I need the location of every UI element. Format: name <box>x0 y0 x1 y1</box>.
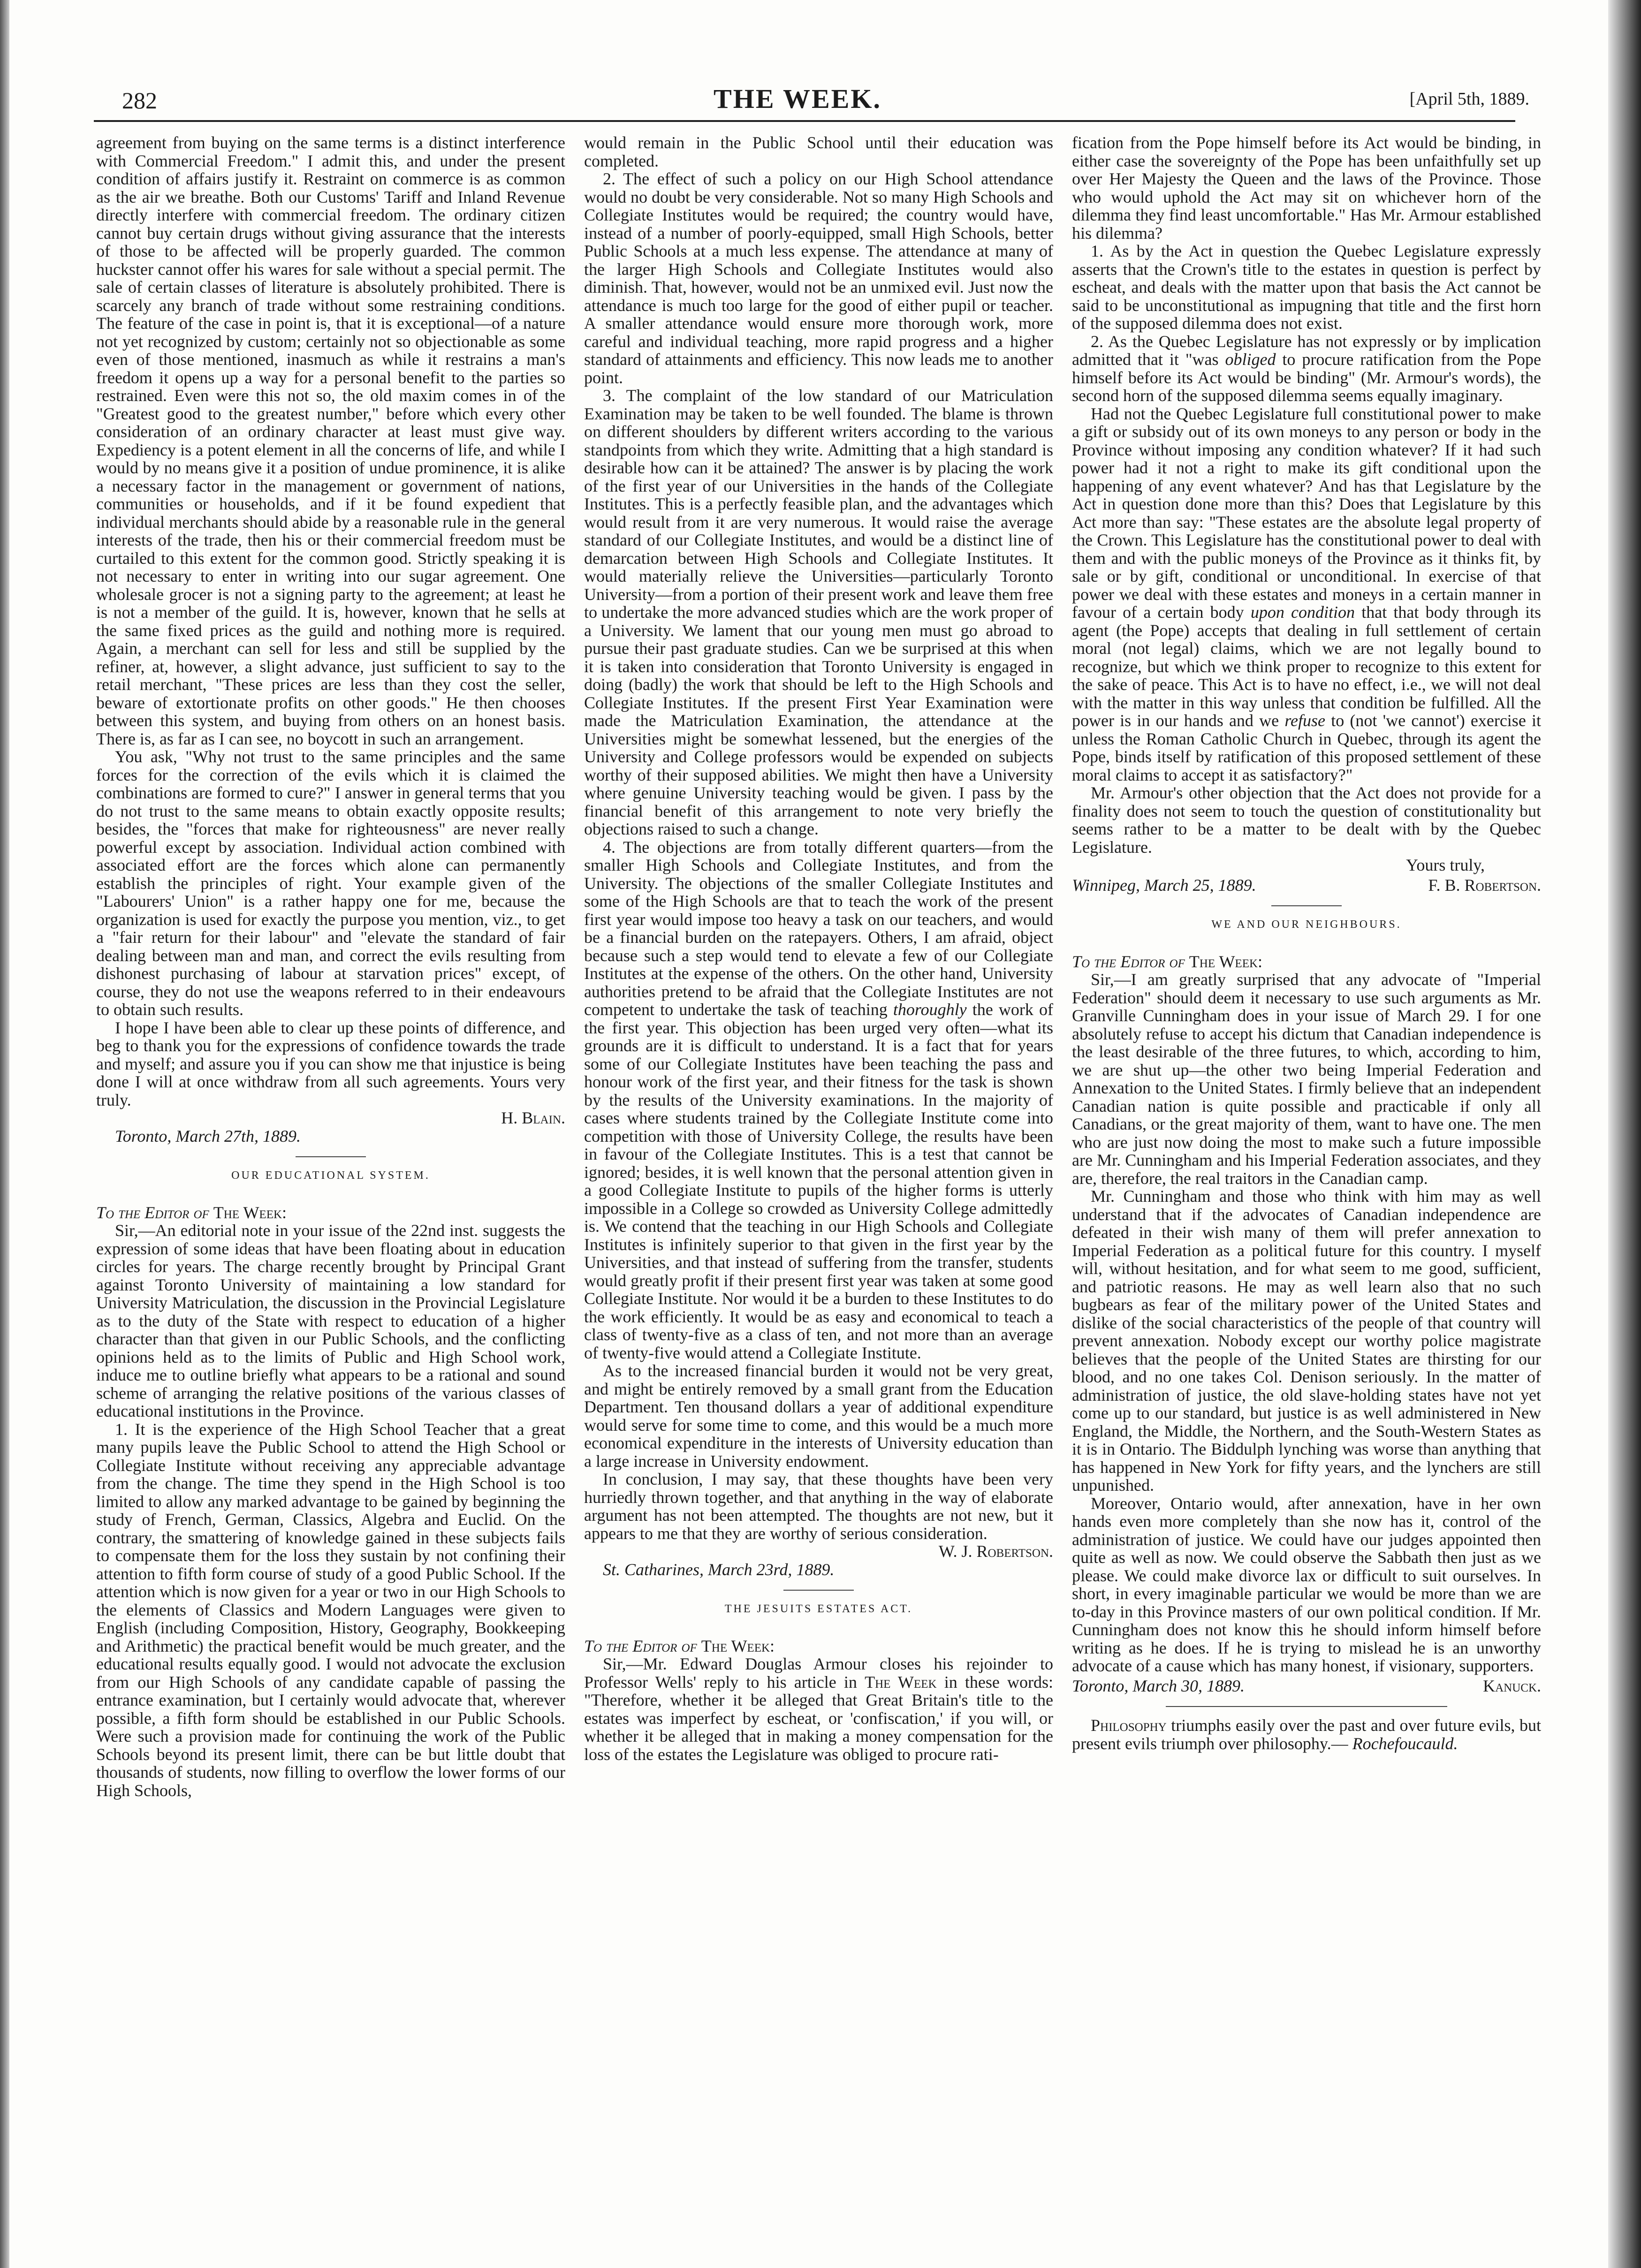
paragraph: As to the increased financial burden it would not be very great, and might be entirely removed by a small grant from the Education Department. Ten thousand dollars a year of additional expenditure would serve for some time to come, and this would be a much more economical expenditure in the interests of University education than a large increase in University endowment. <box>584 1361 1053 1471</box>
paragraph: would remain in the Public School until their education was completed. <box>584 133 1053 170</box>
section-divider <box>783 1590 854 1591</box>
section-divider <box>1166 1706 1447 1707</box>
signature: W. J. Robertson. <box>938 1542 1053 1561</box>
paragraph: Mr. Cunningham and those who think with him may as well understand that if the advocates of Canadian independence are defeated in their wish many of them will prefer annexation to Imperial Federation as a political future for this country. I myself will, without hesitation, and for what seem to me good, sufficient, and patriotic reasons. He may as well learn also that no such bugbears as fear of the military power of the United States and dislike of the social characteristics of the people of that country will prevent annexation. Nobody except our worthy police magistrate believes that the people of the United States are thirsting for our blood, and no one takes Col. Denison seriously. In the matter of administration of justice, the old slave-holding states have not yet come up to our standard, but justice is as well administered in New England, the Middle, the Northern, and the South-Western States as it is in Ontario. The Biddulph lynching was worse than anything that has happened in New York for fifty years, and the lynchers are still unpunished. <box>1072 1187 1541 1494</box>
scan-edge-right <box>1608 0 1641 2268</box>
salutation: To the Editor of The Week: <box>1072 952 1263 971</box>
column-3 <box>1072 134 1541 1752</box>
paragraph: fication from the Pope himself before its Act would be binding, in either case the sovereignty of the Pope has been unfaithfully set up over Her Majesty the Queen and the laws of the Province. Those who would uphold the Act may sit on whichever horn of the dilemma they find least uncomfortable." Has Mr. Armour established his dilemma? <box>1072 133 1541 243</box>
dateline: Toronto, March 27th, 1889. <box>115 1126 301 1145</box>
column-2 <box>584 134 1053 1763</box>
section-heading: THE JESUITS ESTATES ACT. <box>724 1603 913 1615</box>
paragraph: Sir,—I am greatly surprised that any advocate of "Imperial Federation" should deem it necessary to use such arguments as Mr. Granville Cunningham does in your issue of March 29. I for one absolutely refuse to accept his dictum that Canadian independence is the least desirable of the three futures, to which, according to him, we are shut up—the other two being Imperial Federation and Annexation to the United States. I firmly believe that an independent Canadian nation is quite possible and practicable if only all Canadians, or the great majority of them, want to have one. The men who are just now doing the most to make such a future impossible are Mr. Cunningham and his Imperial Federation associates, and they are, therefore, the real traitors in the Canadian camp. <box>1072 970 1541 1188</box>
paragraph: agreement from buying on the same terms is a distinct interference with Commercial Freedom." I admit this, and under the present condition of affairs justify it. Restraint on commerce is as common as the air we breathe. Both our Customs' Tariff and Inland Revenue directly interfere with commercial freedom. The ordinary citizen cannot buy certain drugs without giving assurance that the interests of those to be affected will be properly guarded. The common huckster cannot offer his wares for sale without a special permit. The sale of certain classes of literature is absolutely prohibited. There is scarcely any branch of trade without some restraining conditions. The feature of the case in point is, that it is exceptional—of a nature not yet recognized by custom; certainly not so objectionable as some even of those mentioned, inasmuch as while it restrains a man's freedom it opens up a way for a personal benefit to the parties so restrained. Even were this not so, the old maxim comes in of the "Greatest good to the greatest number," before which every other consideration of an ordinary character at least must give way. Expediency is a potent element in all the concerns of life, and while I would by no means give it a position of undue prominence, it is alike a necessary factor in the management or government of nations, communities or households, and if it be found expedient that individual merchants should abide by a reasonable rule in the general interests of the trade, then his or their commercial freedom must be curtailed to this extent for the common good. Strictly speaking it is not necessary to enter in writing into our sugar agreement. One wholesale grocer is not a signing party to the agreement; at least he is not a member of the guild. It is, however, known that he sells at the same fixed prices as the guild and nothing more is required. Again, a merchant can sell for less and still be supplied by the refiner, at, however, a slight advance, just sufficient to say to the retail merchant, "These prices are less than they cost the seller, beware of extortionate profits on other goods." He then chooses between this system, and buying from others on an honest basis. There is, as far as I can see, no boycott in such an arrangement. <box>96 133 565 748</box>
paragraph: 1. It is the experience of the High School Teacher that a great many pupils leave the Public School to attend the High School or Collegiate Institute without receiving any appreciable advantage from the change. The time they spend in the High School is too limited to allow any marked advantage to be gained by beginning the study of French, German, Classics, Algebra and Euclid. On the contrary, the smattering of knowledge gained in these subjects fails to compensate them for the loss they sustain by not confining their attention to fifth form course of study of a good Public School. If the attention which is now given for a year or two in our High Schools to the elements of Classics and Modern Languages were given to English (including Composition, History, Geography, Bookkeeping and Arithmetic) the practical benefit would be much greater, and the educational results equally good. I would not advocate the exclusion from our High Schools of any candidate capable of passing the entrance examination, but I certainly would advocate that, wherever possible, a fifth form should be established in our Public Schools. Were such a provision made for continuing the work of the Public Schools beyond its present limit, there can be but little doubt that thousands of students, now filling to overflow the lower forms of our High Schools, <box>96 1419 565 1800</box>
quotation: Philosophy triumphs easily over the past and over future evils, but present evils triumph over philosophy.— Rochefoucauld. <box>1072 1716 1542 1753</box>
paragraph: 4. The objections are from totally different quarters—from the smaller High Schools and Collegiate Institutes, and from the University. The objections of the smaller Collegiate Institutes and some of the High Schools are that to teach the work of the present first year would impose too heavy a task on our teachers, and would be a financial burden on the ratepayers. Others, I am afraid, object because such a step would tend to elevate a few of our Collegiate Institutes at the expense of the others. On the other hand, University authorities pretend to be afraid that the Collegiate Institutes are not competent to undertake the task of teaching thoroughly the work of the first year. This objection has been urged very often—what its grounds are it is difficult to understand. It is a fact that for years some of our Collegiate Institutes have been teaching the pass and honour work of the first year, and their fitness for the task is shown by the results of the University examinations. In the majority of cases where students trained by the Collegiate Institute come into competition with those of University College, the results have been in favour of the Collegiate Institutes. This is a test that cannot be ignored; besides, it is well known that the personal attention given in a good Collegiate Institute to pupils of the higher forms is utterly impossible in a College so crowded as University College admittedly is. We contend that the teaching in our High Schools and Collegiate Institutes is infinitely superior to that given in the first year by the Universities, and that instead of suffering from the transfer, students would greatly profit if their present first year was taken at some good Collegiate Institute. Nor would it be a burden to these Institutes to do the work efficiently. It would be as easy and economical to teach a class of twenty-five as a class of ten, and not more than an average of twenty-five would attend a Collegiate Institute. <box>584 837 1054 1362</box>
paragraph: Had not the Quebec Legislature full constitutional power to make a gift or subsidy out of its own moneys to any person or body in the Province without imposing any condition whatever? If it had such power had it not a right to make its gift conditional upon the happening of any event whatever? And has that Legislature by the Act in question done more than this? Does that Legislature by this Act more than say: "These estates are the absolute legal property of the Crown. This Legislature has the constitutional power to deal with them and with the public moneys of the Province as it thinks fit, by sale or by gift, conditional or unconditional. In exercise of that power we deal with these estates and moneys in a certain manner in favour of a certain body upon condition that that body through its agent (the Pope) accepts that dealing in full settlement of certain moral (not legal) claims, which we are not legally bound to recognize, but which we think proper to recognize to this extent for the sake of peace. This Act is to have no effect, i.e., we will not deal with the matter in this way unless that condition be fulfilled. All the power is in our hands and we refuse to (not 'we cannot') exercise it unless the Roman Catholic Church in Quebec, through its agent the Pope, binds itself by ratification of this proposed settlement of these moral claims to accept it as satisfactory?" <box>1072 404 1542 784</box>
salutation: To the Editor of The Week: <box>96 1203 287 1222</box>
header-rule <box>94 120 1515 122</box>
column-1 <box>96 134 565 1799</box>
dateline-signature: Winnipeg, March 25, 1889. F. B. Robertson. <box>1072 875 1541 895</box>
section-divider <box>296 1156 366 1157</box>
paragraph: 2. As the Quebec Legislature has not expressly or by implication admitted that it "was obliged to procure ratification from the Pope himself before its Act would be binding" (Mr. Armour's words), the second horn of the supposed dilemma seems equally imaginary. <box>1072 332 1542 405</box>
paragraph: I hope I have been able to clear up these points of difference, and beg to thank you for the expressions of confidence towards the trade and myself; and assure you if you can show me that injustice is being done I will at once withdraw from all such agreements. Yours very truly. <box>96 1018 565 1109</box>
paragraph: In conclusion, I may say, that these thoughts have been very hurriedly thrown together, and that anything in the way of elaborate argument has not been attempted. The thoughts are not new, but it appears to me that they are worthy of serious consideration. <box>584 1470 1053 1543</box>
paragraph: 3. The complaint of the low standard of our Matriculation Examination may be taken to be well founded. The blame is thrown on different shoulders by different writers according to the various standpoints from which they write. Admitting that a high standard is desirable how can it be attained? The answer is by placing the work of the first year of our Universities in the hands of the Collegiate Institutes. This is a perfectly feasible plan, and the advantages which would result from it are very numerous. It would raise the average standard of our Collegiate Institutes, and would be a distinct line of demarcation between High Schools and Collegiate Institutes. It would materially relieve the Universities—particularly Toronto University—from a portion of their present work and leave them free to undertake the more advanced studies which are the work proper of a University. We lament that our young men must go abroad to pursue their past graduate studies. Can we be surprised at this when it is taken into consideration that Toronto University is engaged in doing (badly) the work that should be left to the High Schools and Collegiate Institutes. If the present First Year Examination were made the Matriculation Examination, the attendance at the Universities might be somewhat lessened, but the energies of the University and College professors would be expended on subjects worthy of their supposed abilities. We might then have a University where genuine University teaching would be given. I pass by the financial benefit of this arrangement to note very briefly the objections raised to such a change. <box>584 386 1053 838</box>
issue-date: [April 5th, 1889. <box>1409 89 1529 109</box>
signature: H. Blain. <box>501 1108 565 1127</box>
paragraph: Sir,—Mr. Edward Douglas Armour closes his rejoinder to Professor Wells' reply to his article in The Week in these words: "Therefore, whether it be alleged that Great Britain's title to the estates was imperfect by escheat, or 'confiscation,' if you will, or whether it be alleged that in making a money compensation for the loss of the estates the Legislature was obliged to procure rati- <box>584 1654 1054 1764</box>
closing: Yours truly, <box>1405 856 1485 874</box>
section-heading: WE AND OUR NEIGHBOURS. <box>1211 918 1402 931</box>
paragraph: You ask, "Why not trust to the same principles and the same forces for the correction of the evils which it is claimed the combinations are formed to cure?" I answer in general terms that you do not trust to the same means to obtain exactly opposite results; besides, the "forces that make for righteousness" are never really powerful except by association. Individual action combined with associated effort are the forces which alone can permanently establish the principles of right. Your example given of the "Labourers' Union" is a rather happy one for me, because the organization is used for exactly the purpose you mention, viz., to get a "fair return for their labour" and "elevate the standard of fair dealing between man and man, and correct the evils resulting from dishonest purchasing of labour at starvation prices" except, of course, they do not use the weapons referred to in their endeavours to obtain such results. <box>96 747 565 1019</box>
dateline-signature: Toronto, March 30, 1889. Kanuck. <box>1072 1676 1541 1695</box>
masthead-title: THE WEEK. <box>714 83 881 114</box>
section-heading: OUR EDUCATIONAL SYSTEM. <box>231 1169 430 1182</box>
scan-edge-left <box>0 0 9 2268</box>
paragraph: Moreover, Ontario would, after annexation, have in her own hands even more completely than she now has it, control of the administration of justice. We could have our judges appointed then quite as well as now. We could observe the Sabbath then just as we please. We could make divorce lax or difficult to suit ourselves. In short, in every imaginable particular we would be more than we are to-day in this Province masters of our own political condition. If Mr. Cunningham does not know this he should inform himself before writing as he does. If he is trying to mislead he is an unworthy advocate of a cause which has many honest, if visionary, supporters. <box>1072 1494 1541 1675</box>
paragraph: 1. As by the Act in question the Quebec Legislature expressly asserts that the Crown's title to the estates in question is perfect by escheat, and deals with the matter upon that basis the Act cannot be said to be unconstitutional as impugning that title and the first horn of the supposed dilemma does not exist. <box>1072 242 1541 333</box>
page-number: 282 <box>122 87 157 114</box>
paragraph: 2. The effect of such a policy on our High School attendance would no doubt be very considerable. Not so many High Schools and Collegiate Institutes would be required; the country would have, instead of a number of poorly-equipped, small High Schools, better Public Schools at a much less expense. The attendance at many of the larger High Schools and Collegiate Institutes would also diminish. That, however, would not be an unmixed evil. Just now the attendance is much too large for the good of either pupil or teacher. A smaller attendance would ensure more thorough work, more careful and individual teaching, more rapid progress and a higher standard of attainments and efficiency. This now leads me to another point. <box>584 169 1053 387</box>
dateline: St. Catharines, March 23rd, 1889. <box>603 1560 835 1579</box>
salutation: To the Editor of The Week: <box>584 1636 775 1655</box>
section-divider <box>1271 905 1342 906</box>
paragraph: Mr. Armour's other objection that the Act does not provide for a finality does not seem to touch the question of constitutionality but seems rather to be a matter to be dealt with by the Quebec Legislature. <box>1072 783 1541 857</box>
page-header <box>94 82 1529 115</box>
paragraph: Sir,—An editorial note in your issue of the 22nd inst. suggests the expression of some ideas that have been floating about in education circles for years. The charge recently brought by Principal Grant against Toronto University of maintaining a low standard for University Matriculation, the discussion in the Provincial Legislature as to the duty of the State with respect to education of a higher character than that given in our Public Schools, and the conflicting opinions held as to the limits of Public and High School work, induce me to outline briefly what appears to be a rational and sound scheme of arranging the relative positions of the various classes of educational institutions in the Province. <box>96 1221 565 1420</box>
